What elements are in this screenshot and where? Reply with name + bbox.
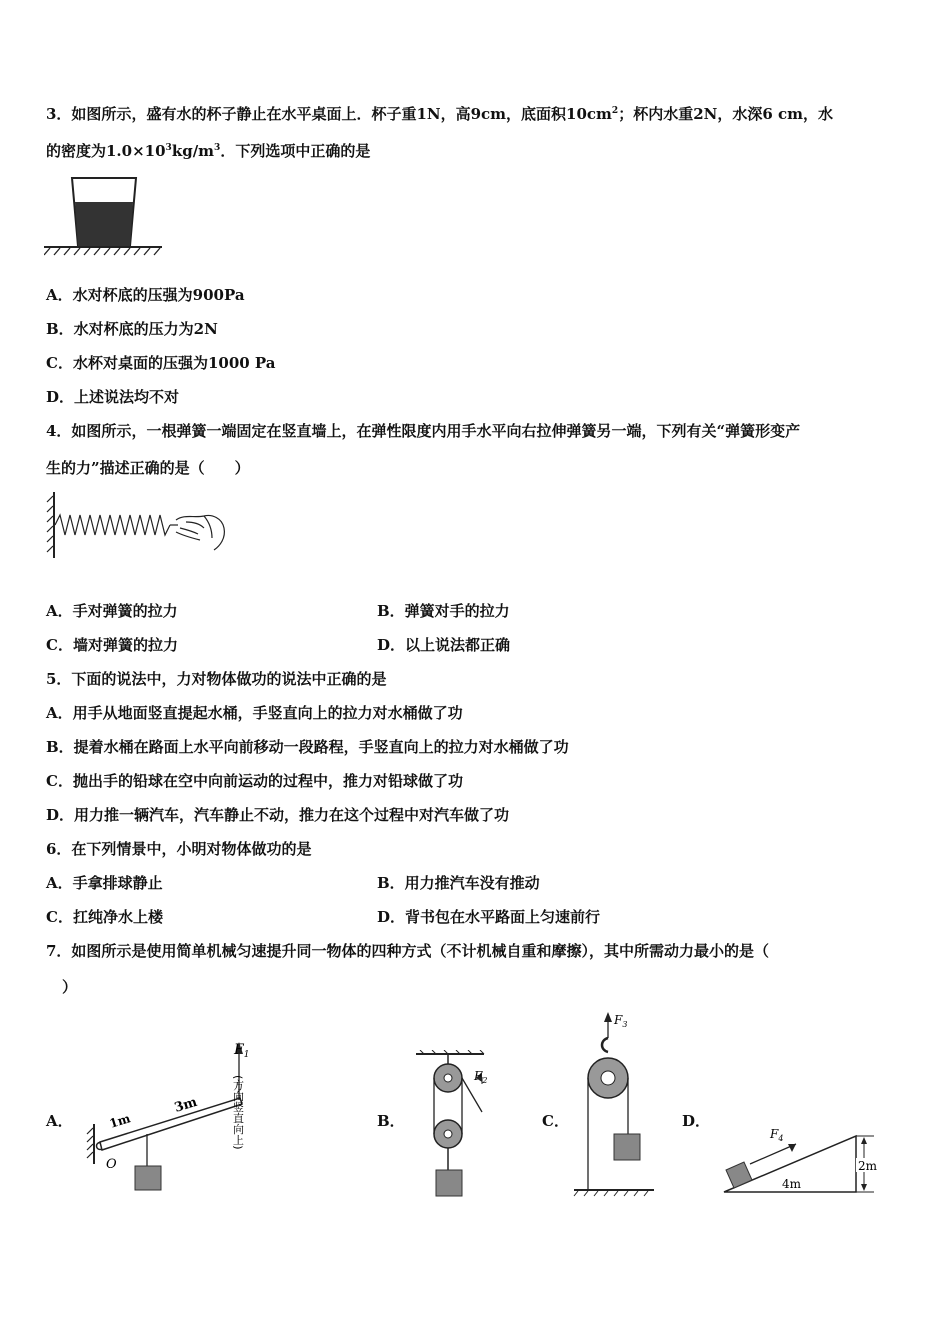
- q5-stem: 5．下面的说法中，力对物体做功的说法中正确的是: [46, 670, 387, 688]
- q6-option-a[interactable]: A．手拿排球静止: [46, 874, 163, 892]
- q4-option-d[interactable]: D．以上说法都正确: [377, 636, 511, 654]
- q6-option-b[interactable]: B．用力推汽车没有推动: [377, 874, 540, 892]
- f3-label: $F_3$: [614, 1013, 628, 1029]
- svg-text:3m: 3m: [172, 1094, 199, 1116]
- q3-option-c[interactable]: C．水杯对桌面的压强为1000 Pa: [46, 354, 276, 372]
- q5-option-c[interactable]: C．抛出手的铅球在空中向前运动的过程中，推力对铅球做了功: [46, 772, 463, 790]
- q4-option-b[interactable]: B．弹簧对手的拉力: [377, 602, 510, 620]
- q5-option-d[interactable]: D．用力推一辆汽车，汽车静止不动，推力在这个过程中对汽车做了功: [46, 806, 510, 824]
- q3-stem-line1: 3．如图所示，盛有水的杯子静止在水平桌面上．杯子重1N，高9cm，底面积$10cm^2$；杯内水重2N，水深6 cm，水: [46, 105, 834, 123]
- incline-figure: [718, 1122, 893, 1198]
- svg-text:(方向竖直向上): (方向竖直向上): [231, 1075, 245, 1150]
- q4-option-a[interactable]: A．手对弹簧的拉力: [46, 602, 178, 620]
- q7-label-b[interactable]: B．: [377, 1112, 405, 1130]
- q4-stem-line1: 4．如图所示，一根弹簧一端固定在竖直墙上，在弹性限度内用手水平向右拉伸弹簧另一端，下列有关“弹簧形变产: [46, 422, 801, 440]
- f2-label: $F_2$: [474, 1069, 488, 1085]
- f4-label: $F_4$: [770, 1127, 784, 1143]
- q6-option-c[interactable]: C．扛纯净水上楼: [46, 908, 163, 926]
- spring-hand-figure: [44, 488, 229, 560]
- pulley-block-figure: [412, 1050, 497, 1198]
- svg-text:1m: 1m: [107, 1111, 133, 1131]
- q3-option-b[interactable]: B．水对杯底的压力为2N: [46, 320, 218, 338]
- q7-stem-line1: 7．如图所示是使用简单机械匀速提升同一物体的四种方式（不计机械自重和摩擦），其中所需动力最小的是（: [46, 942, 769, 960]
- q6-stem: 6．在下列情景中，小明对物体做功的是: [46, 840, 312, 858]
- base-length-label: 4m: [782, 1177, 802, 1191]
- q7-label-a[interactable]: A．: [46, 1112, 73, 1130]
- q3-stem-line2: 的密度为$1.0\times 10^3kg/m^3$．下列选项中正确的是: [46, 142, 371, 160]
- svg-text:O: O: [106, 1157, 117, 1172]
- q5-option-a[interactable]: A．用手从地面竖直提起水桶，手竖直向上的拉力对水桶做了功: [46, 704, 463, 722]
- q5-option-b[interactable]: B．提着水桶在路面上水平向前移动一段路程，手竖直向上的拉力对水桶做了功: [46, 738, 569, 756]
- height-label: 2m: [858, 1159, 878, 1173]
- single-pulley-figure: [572, 1010, 662, 1198]
- q7-label-d[interactable]: D．: [682, 1112, 711, 1130]
- q3-option-a[interactable]: A．水对杯底的压强为900Pa: [46, 286, 245, 304]
- cup-on-table-figure: [44, 174, 169, 256]
- f1-label: $F_1$: [234, 1042, 250, 1060]
- q4-stem-line2: 生的力”描述正确的是（ ）: [46, 459, 250, 477]
- q4-option-c[interactable]: C．墙对弹簧的拉力: [46, 636, 178, 654]
- q3-option-d[interactable]: D．上述说法均不对: [46, 388, 180, 406]
- lever-figure: [84, 1036, 264, 1198]
- q6-option-d[interactable]: D．背书包在水平路面上匀速前行: [377, 908, 601, 926]
- q7-stem-line2: ）: [62, 978, 78, 996]
- q7-label-c[interactable]: C．: [542, 1112, 569, 1130]
